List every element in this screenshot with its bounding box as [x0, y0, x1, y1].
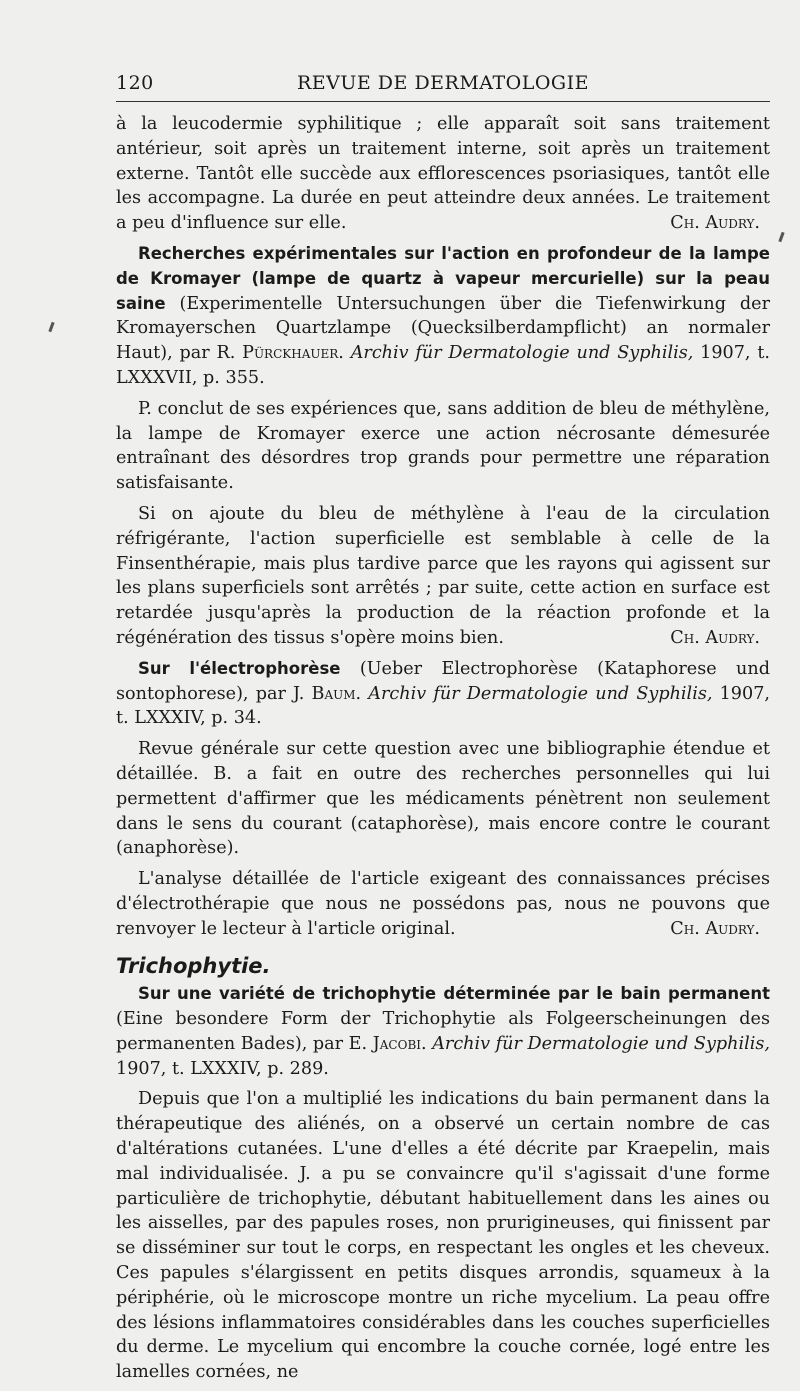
- margin-mark: [778, 232, 784, 242]
- author-name: Jacobi: [372, 1033, 422, 1054]
- journal-name: Archiv für Dermatologie und Syphilis,: [368, 683, 713, 704]
- author-name: Pürckhauer: [242, 343, 339, 364]
- author-name: Baum: [311, 683, 356, 704]
- article-reference: Sur l'électrophorèse (Ueber Electrophorèse (Kataphorese und sontophorese), par J. Baum. Archiv für Dermatologie und Syphilis, 1907, t. LXXXIV, p. 34.: [116, 658, 770, 729]
- paragraph: Revue générale sur cette question avec une bibliographie étendue et détaillée. B. a fait en outre des recherches personnelles qui lui permettent d'affirmer que les médicaments pénètrent non seulement dans le sens du courant (cataphorèse), mais encore contre le courant (anaphorèse).: [116, 739, 770, 859]
- page-number: 120: [116, 72, 154, 94]
- article-title: Recherches expérimentales sur l'action en profondeur de la lampe de Kromayer (lampe de quartz à vapeur mercurielle) sur la peau saine: [116, 243, 770, 313]
- signature: Ch. Audry.: [670, 213, 760, 234]
- header-rule: [116, 101, 770, 102]
- section-heading: Trichophytie.: [116, 953, 271, 978]
- paragraph: à la leucodermie syphilitique ; elle apparaît soit sans traitement antérieur, soit après un traitement interne, soit après un traitement externe. Tantôt elle succède aux efflorescences psoriasiques, tantôt elle les accompagne. La durée en peut atteindre deux années. Le traitement a peu d'influence sur elle. Ch. Audry.: [116, 112, 770, 236]
- journal-title: REVUE DE DERMATOLOGIE: [296, 72, 589, 94]
- article-reference: Recherches expérimentales sur l'action en profondeur de la lampe de Kromayer (lampe de quartz à vapeur mercurielle) sur la peau saine (Experimentelle Untersuchungen über die Tiefenwirkung der Kromayerschen Quartzlampe (Quecksilberdampflicht) an normaler Haut), par R. Pürckhauer. Archiv für Dermatologie und Syphilis, 1907, t. LXXXVII, p. 355.: [116, 243, 770, 388]
- article-kromayer: [116, 242, 770, 657]
- article-title: Sur l'électrophorèse: [138, 658, 341, 678]
- body-text: [116, 112, 770, 1391]
- paragraph: P. conclut de ses expériences que, sans addition de bleu de méthylène, la lampe de Kromayer exerce une action nécrosante démesurée entraînant des désordres trop grands pour permettre une réparation satisfaisante.: [116, 398, 770, 494]
- paragraph: L'analyse détaillée de l'article exigeant des connaissances précises d'électrothérapie que nous ne possédons pas, nous ne pouvons que renvoyer le lecteur à l'article original. Ch. Audry.: [116, 867, 770, 941]
- journal-name: Archiv für Dermatologie und Syphilis,: [350, 343, 694, 364]
- margin-mark: [48, 322, 54, 332]
- paragraph: Si on ajoute du bleu de méthylène à l'eau de la circulation réfrigérante, l'action superficielle est semblable à celle de la Finsenthérapie, mais plus tardive parce que les rayons qui agissent sur les plans superficiels sont arrêtés ; par suite, cette action en surface est retardée jusqu'après la production de la réaction profonde et la régénération des tissus s'opère moins bien. Ch. Audry.: [116, 502, 770, 651]
- article-reference: Sur une variété de trichophytie déterminée par le bain permanent (Eine besondere Form der Trichophytie als Folgeerscheinungen des permanenten Bades), par E. Jacobi. Archiv für Dermatologie und Syphilis, 1907, t. LXXXIV, p. 289.: [116, 984, 770, 1079]
- article-trichophytie: [116, 982, 770, 1385]
- journal-name: Archiv für Dermatologie und Syphilis,: [432, 1033, 770, 1054]
- article-title: Sur une variété de trichophytie déterminée par le bain permanent: [138, 984, 770, 1004]
- signature: Ch. Audry.: [670, 918, 760, 939]
- running-header: [116, 64, 770, 94]
- paragraph: Depuis que l'on a multiplié les indications du bain permanent dans la thérapeutique des aliénés, on a observé un certain nombre de cas d'altérations cutanées. L'une d'elles a été décrite par Kraepelin, mais mal individualisée. J. a pu se convaincre qu'il s'agissait d'une forme particulière de trichophytie, débutant habituellement dans les aines ou les aisselles, par des papules roses, non prurigineuses, qui finissent par se disséminer sur tout le corps, en respectant les ongles et les cheveux. Ces papules s'élargissent en petits disques arrondis, squameux à la périphérie, où le microscope montre un riche mycelium. La peau offre des lésions inflammatoires considérables dans les couches superficielles du derme. Le mycelium qui encombre la couche cornée, logé entre les lamelles cornées, ne: [116, 1089, 770, 1383]
- article-continuation: [116, 112, 770, 242]
- article-electrophorese: [116, 657, 770, 948]
- signature: Ch. Audry.: [670, 627, 760, 648]
